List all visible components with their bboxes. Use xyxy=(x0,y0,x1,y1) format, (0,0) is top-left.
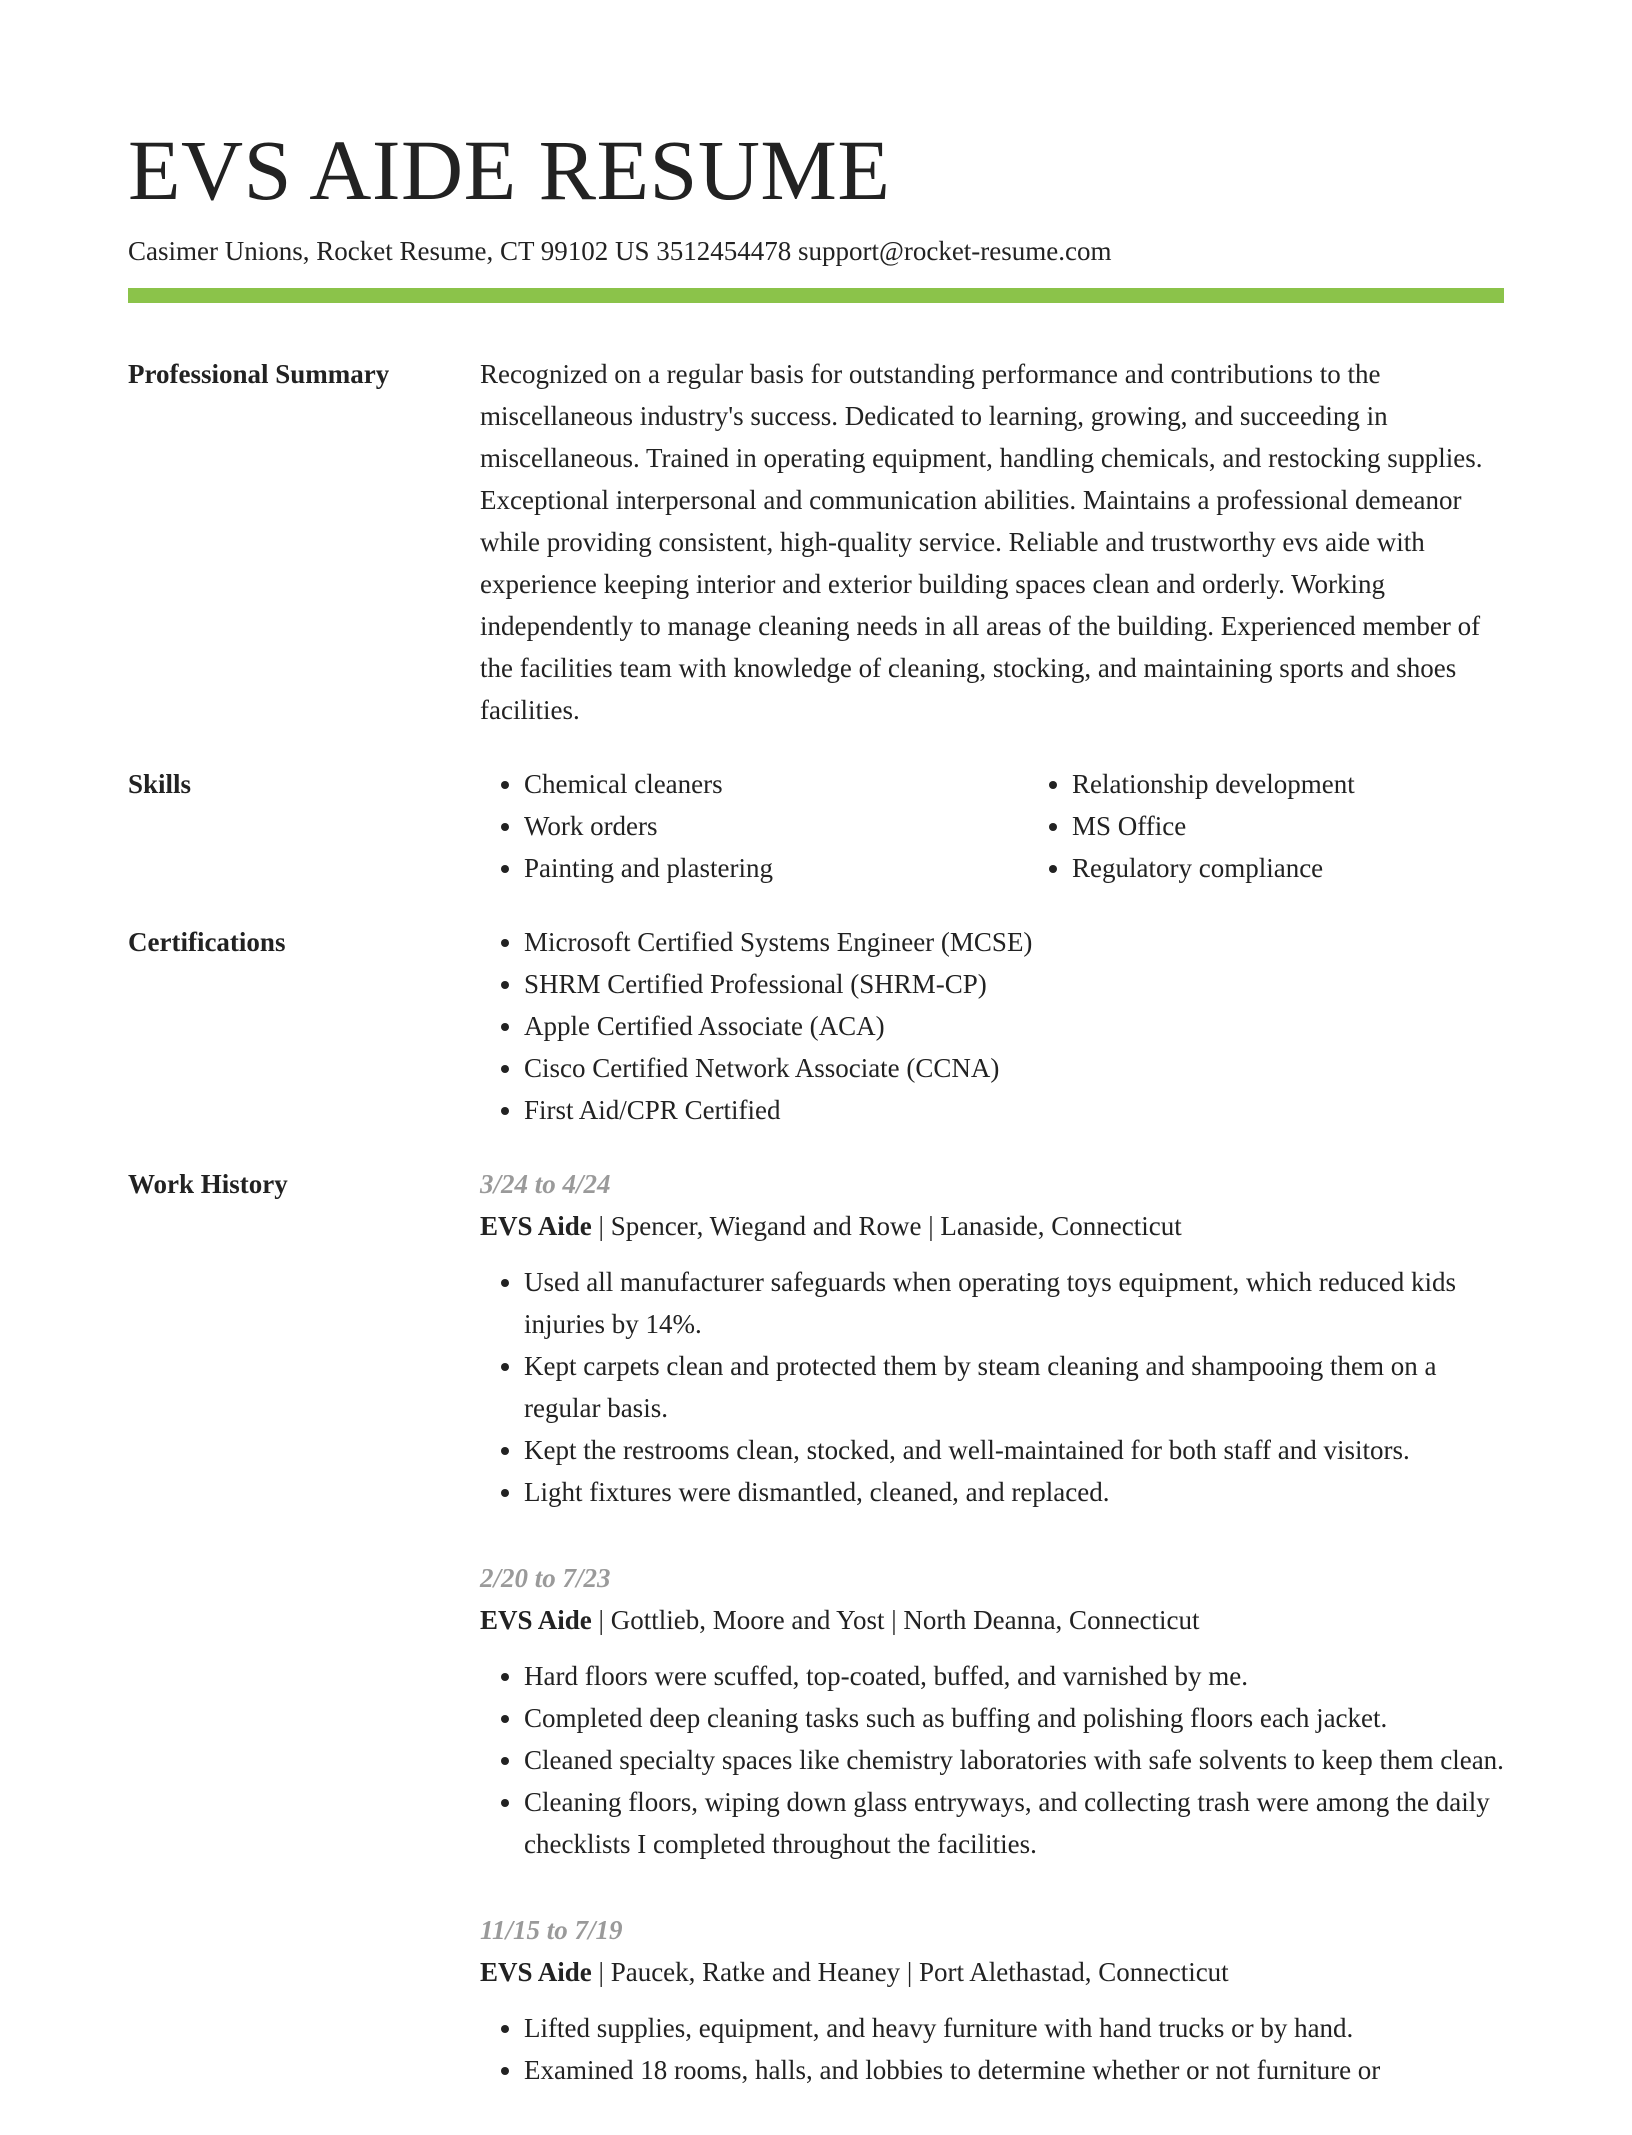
certification-item: • Apple Certified Associate (ACA) xyxy=(524,1005,1504,1047)
job-bullet: • Examined 18 rooms, halls, and lobbies to determine whether or not furniture or xyxy=(524,2049,1504,2091)
job-bullets xyxy=(480,1261,1504,1513)
job-employer: | Gottlieb, Moore and Yost | North Deanna, Connecticut xyxy=(591,1605,1200,1635)
work-history-label: Work History xyxy=(128,1169,288,1199)
job-bullet: • Completed deep cleaning tasks such as buffing and polishing floors each jacket. xyxy=(524,1697,1504,1739)
accent-divider xyxy=(128,288,1504,303)
job-heading xyxy=(480,1205,1504,1247)
job-bullet: • Kept the restrooms clean, stocked, and well-maintained for both staff and visitors. xyxy=(524,1429,1504,1471)
certifications-body xyxy=(480,921,1504,1131)
contact-info: Casimer Unions, Rocket Resume, CT 99102 US 3512454478 support@rocket-resume.com xyxy=(128,236,1112,266)
resume-page xyxy=(128,0,1504,2135)
job-title: EVS Aide xyxy=(480,1211,592,1241)
job-bullet: • Kept carpets clean and protected them by steam cleaning and shampooing them on a regular basis. xyxy=(524,1345,1504,1429)
skill-item: • Chemical cleaners xyxy=(524,763,1028,805)
resume-title: EVS AIDE RESUME xyxy=(128,122,891,218)
job-bullet: • Light fixtures were dismantled, cleaned, and replaced. xyxy=(524,1471,1504,1513)
job-entry xyxy=(480,1163,1504,1513)
certifications-section xyxy=(128,921,1504,1131)
skill-item: • Painting and plastering xyxy=(524,847,1028,889)
summary-label: Professional Summary xyxy=(128,359,390,389)
job-title: EVS Aide xyxy=(480,1605,592,1635)
skills-grid xyxy=(480,763,1504,889)
certifications-label: Certifications xyxy=(128,927,286,957)
skill-item: • Regulatory compliance xyxy=(1072,847,1355,889)
job-bullet: • Hard floors were scuffed, top-coated, buffed, and varnished by me. xyxy=(524,1655,1504,1697)
job-employer: | Spencer, Wiegand and Rowe | Lanaside, Connecticut xyxy=(591,1211,1182,1241)
job-dates: 3/24 to 4/24 xyxy=(480,1169,611,1199)
certifications-list xyxy=(480,921,1504,1131)
job-bullets xyxy=(480,2007,1504,2091)
job-bullet: • Used all manufacturer safeguards when operating toys equipment, which reduced kids injuries by 14%. xyxy=(524,1261,1504,1345)
job-heading xyxy=(480,1599,1504,1641)
summary-text: Recognized on a regular basis for outstanding performance and contributions to the miscellaneous industry's success. Dedicated to learning, growing, and succeeding in miscellaneous. Trained in operating equipment, handling chemicals, and restocking supplies. Exceptional interpersonal and communication abilities. Maintains a professional demeanor while providing consistent, high-quality service. Reliable and trustworthy evs aide with experience keeping interior and exterior building spaces clean and orderly. Working independently to manage cleaning needs in all areas of the building. Experienced member of the facilities team with knowledge of cleaning, stocking, and maintaining sports and shoes facilities. xyxy=(480,359,1483,725)
job-dates: 2/20 to 7/23 xyxy=(480,1563,611,1593)
job-bullet: • Cleaned specialty spaces like chemistry laboratories with safe solvents to keep them clean. xyxy=(524,1739,1504,1781)
job-title: EVS Aide xyxy=(480,1957,592,1987)
skill-item: • Relationship development xyxy=(1072,763,1355,805)
work-history-body xyxy=(480,1163,1504,2135)
job-bullet: • Cleaning floors, wiping down glass entryways, and collecting trash were among the daily checklists I completed throughout the facilities. xyxy=(524,1781,1504,1865)
skills-section xyxy=(128,763,1504,889)
job-entry xyxy=(480,1909,1504,2091)
certification-item: • SHRM Certified Professional (SHRM-CP) xyxy=(524,963,1504,1005)
certification-item: • Microsoft Certified Systems Engineer (MCSE) xyxy=(524,921,1504,963)
job-entry xyxy=(480,1557,1504,1865)
certification-item: • Cisco Certified Network Associate (CCNA) xyxy=(524,1047,1504,1089)
skills-list-right xyxy=(1028,763,1355,889)
certification-item: • First Aid/CPR Certified xyxy=(524,1089,1504,1131)
skills-label: Skills xyxy=(128,769,192,799)
summary-section xyxy=(128,353,1504,731)
job-bullet: • Lifted supplies, equipment, and heavy furniture with hand trucks or by hand. xyxy=(524,2007,1504,2049)
work-history-section xyxy=(128,1163,1504,2135)
skills-list-left xyxy=(480,763,1028,889)
job-dates: 11/15 to 7/19 xyxy=(480,1915,623,1945)
job-employer: | Paucek, Ratke and Heaney | Port Alethastad, Connecticut xyxy=(591,1957,1229,1987)
job-bullets xyxy=(480,1655,1504,1865)
skill-item: • MS Office xyxy=(1072,805,1355,847)
skill-item: • Work orders xyxy=(524,805,1028,847)
job-heading xyxy=(480,1951,1504,1993)
